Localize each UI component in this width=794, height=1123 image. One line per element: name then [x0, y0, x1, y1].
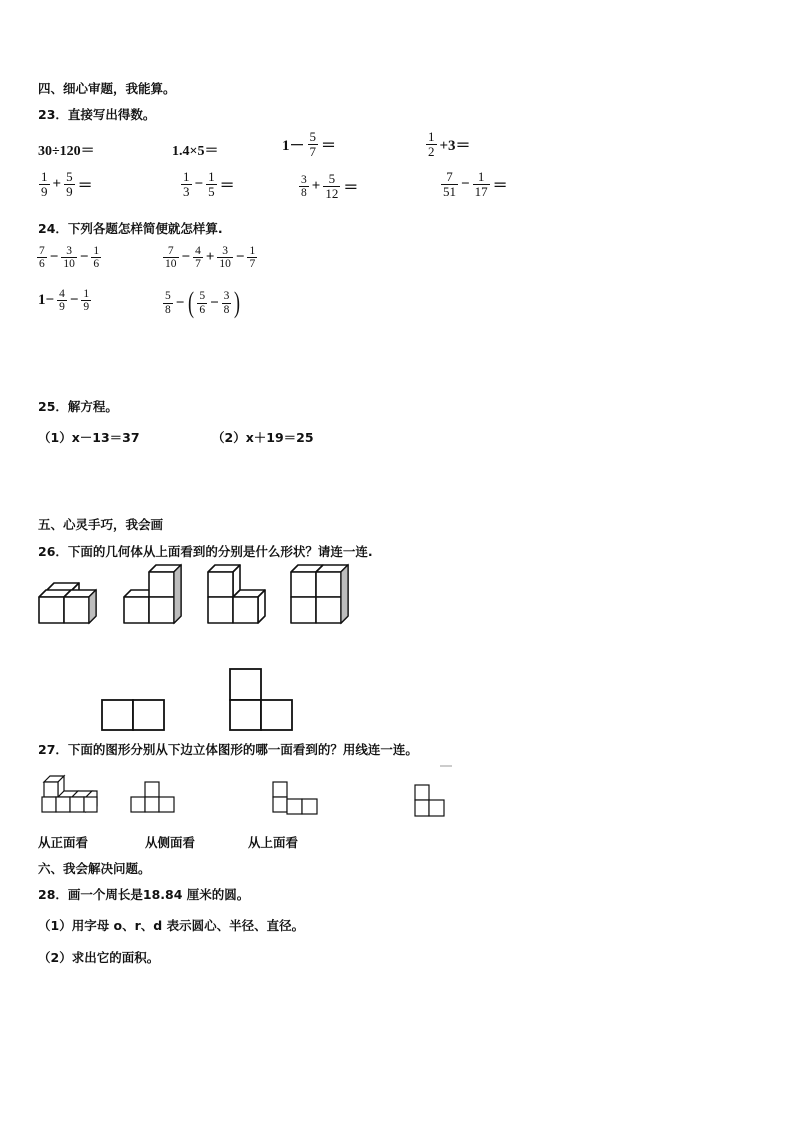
q24-title: 24．下列各题怎样简便就怎样算.	[38, 221, 223, 236]
q26-solid-1	[39, 583, 96, 623]
section6-title: 六、我会解决问题。	[38, 861, 151, 876]
q26-top-view-2	[230, 669, 292, 730]
q27-label-top: 从上面看	[248, 835, 299, 850]
q23-item-6: $\frac{1}{3}$ − $\frac{1}{5}$ ＝	[183, 169, 235, 199]
q27-title: 27．下面的图形分别从下边立体图形的哪一面看到的？用线连一连。	[38, 742, 418, 757]
q24-expr-3: 1− $\frac{4}{9}$ − $\frac{1}{9}$	[38, 288, 90, 314]
q27-view-3	[415, 785, 444, 816]
q23-item-5: $\frac{1}{9}$ + $\frac{5}{9}$ ＝	[41, 169, 93, 199]
q27-view-2	[273, 782, 317, 814]
q27-label-front: 从正面看	[38, 835, 89, 850]
q24-expr-2: $\frac{7}{10}$ − $\frac{4}{7}$ + $\frac{3}{10}$ − $\frac{1}{7}$	[165, 245, 256, 271]
q25-title: 25．解方程。	[38, 399, 118, 414]
q25-equation-2: （2）x＋19＝25	[212, 430, 314, 445]
q23-item-3: 1－ $\frac{5}{7}$ ＝	[282, 129, 337, 159]
section4-title: 四、细心审题，我能算。	[38, 81, 176, 96]
q23-item-8: $\frac{7}{51}$ − $\frac{1}{17}$ ＝	[443, 169, 508, 199]
q26-solid-4	[291, 565, 348, 623]
q23-item-4: $\frac{1}{2}$ +3＝	[428, 129, 471, 159]
q23-title: 23．直接写出得数。	[38, 107, 156, 122]
q23-item-1: 30÷120＝	[38, 144, 95, 159]
q27-label-side: 从侧面看	[145, 835, 196, 850]
q27-solid-figure	[42, 776, 97, 812]
q28-title: 28．画一个周长是18.84 厘米的圆。	[38, 887, 250, 902]
q24-expr-1: $\frac{7}{6}$ − $\frac{3}{10}$ − $\frac{1}{6}$	[39, 245, 100, 271]
q26-top-view-1	[102, 700, 164, 730]
q28-part-2: （2）求出它的面积。	[38, 950, 160, 965]
q24-expr-4: $\frac{5}{8}$ − ( $\frac{5}{6}$ − $\frac{3}{8}$ )	[165, 286, 241, 319]
q26-solid-2	[124, 565, 181, 623]
q23-item-7: $\frac{3}{8}$ + $\frac{5}{12}$ ＝	[301, 171, 359, 201]
q26-title: 26．下面的几何体从上面看到的分别是什么形状？请连一连.	[38, 544, 373, 559]
q26-solid-3	[208, 565, 265, 623]
q23-item-2: 1.4×5＝	[172, 144, 219, 159]
q25-equation-1: （1）x－13＝37	[38, 430, 140, 445]
q28-part-1: （1）用字母 o、r、d 表示圆心、半径、直径。	[38, 918, 305, 933]
q27-view-1	[131, 782, 174, 812]
section5-title: 五、心灵手巧，我会画	[38, 517, 164, 532]
